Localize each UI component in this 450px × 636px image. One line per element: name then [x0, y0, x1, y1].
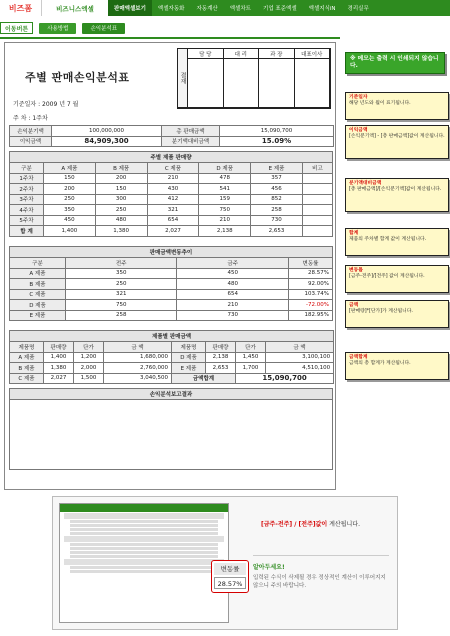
cell: 1,380	[44, 363, 74, 374]
cell: 2,653	[251, 226, 303, 237]
cell[interactable]: 250	[95, 205, 147, 216]
thumbnail-row	[70, 570, 218, 573]
thumbnail-row	[70, 551, 218, 554]
report-result-title: 손익분석보고결과	[10, 389, 333, 400]
product-sales-table	[9, 330, 334, 384]
table-row	[10, 279, 333, 290]
row-label: 5주차	[10, 215, 44, 226]
table-row	[10, 310, 333, 321]
table-row	[10, 268, 333, 279]
summary-value-total-sales: 15,090,700	[220, 126, 334, 137]
approval-box	[177, 48, 331, 109]
cell: 2,138	[199, 226, 251, 237]
weekly-sales-table	[9, 151, 333, 237]
cell[interactable]: 654	[147, 215, 199, 226]
thumbnail-row	[70, 566, 218, 569]
summary-label-breakeven: 손익분기액	[10, 126, 52, 137]
week-value[interactable]: 1주차	[32, 115, 48, 122]
note-change-rate	[345, 265, 449, 293]
bizform-logo[interactable]: 비즈폼	[0, 0, 42, 16]
divider	[0, 37, 340, 39]
cell: 210	[177, 300, 289, 311]
cell: 4,510,100	[266, 363, 334, 374]
row-label: E 제품	[10, 310, 66, 321]
thumbnail-bar	[64, 513, 224, 519]
col-header: A 제품	[44, 163, 96, 174]
approval-sign-ceo[interactable]	[295, 59, 331, 108]
grand-total-label: 금액합계	[172, 373, 236, 384]
cell[interactable]: 450	[44, 215, 96, 226]
col-header: 제품명	[172, 342, 206, 353]
row-label: A 제품	[10, 268, 66, 279]
row-label: D 제품	[10, 300, 66, 311]
table-row	[10, 300, 333, 311]
cell[interactable]: 200	[95, 173, 147, 184]
col-header: 구분	[10, 258, 66, 269]
thumbnail-row	[70, 524, 218, 527]
cell[interactable]: 852	[251, 194, 303, 205]
col-header: B 제품	[95, 163, 147, 174]
col-header: C 제품	[147, 163, 199, 174]
cell: 3,100,100	[266, 352, 334, 363]
note-title: 분기액대비금액	[349, 181, 382, 186]
note-body: 제품의 주차별 합계 값이 계산됩니다.	[349, 237, 427, 242]
thumbnail-row	[70, 520, 218, 523]
cell[interactable]: 250	[44, 194, 96, 205]
tip-box	[253, 555, 389, 599]
cell: 1,380	[95, 226, 147, 237]
table-row	[10, 205, 333, 216]
note-body: [총 판매금액]/[손익분기액]값이 계산됩니다.	[349, 187, 442, 192]
col-header: 비고	[302, 163, 332, 174]
cell[interactable]: 1,200	[74, 352, 104, 363]
cell: 480	[177, 279, 289, 290]
cell: 2,138	[206, 352, 236, 363]
summary-label-total-sales: 총 판매금액	[162, 126, 220, 137]
thumbnail-header	[60, 504, 228, 512]
grand-total-value: 15,090,700	[236, 373, 334, 384]
note-title: 기준일자	[349, 95, 368, 100]
row-label: 1주차	[10, 173, 44, 184]
table-row	[10, 215, 333, 226]
cell: 92.00%	[288, 279, 332, 290]
note-body: 금액의 총 합계가 계산됩니다.	[349, 361, 411, 366]
approval-col-deputy: 대 리	[224, 49, 260, 59]
cell: 28.57%	[288, 268, 332, 279]
cell[interactable]	[302, 215, 332, 226]
row-label: C 제품	[10, 373, 44, 384]
nav-item-accounting[interactable]: 경리실무	[347, 6, 369, 12]
cell[interactable]: 730	[251, 215, 303, 226]
cell: 1,400	[44, 352, 74, 363]
profit-analysis-button[interactable]: 손익분석표	[82, 23, 125, 34]
cell[interactable]: 1,450	[236, 352, 266, 363]
row-label: B 제품	[10, 363, 44, 374]
cell[interactable]: 750	[199, 205, 251, 216]
nav-item-sales-excel[interactable]: 판매엑셀보기	[108, 0, 152, 16]
cell: 258	[66, 310, 177, 321]
callout-header: 변동률	[214, 563, 246, 575]
summary-value-profit: 84,909,300	[52, 136, 162, 147]
week-row	[13, 113, 48, 122]
col-header: 변동률	[288, 258, 332, 269]
note-profit	[345, 125, 449, 159]
cell[interactable]: 300	[95, 194, 147, 205]
cell[interactable]: 350	[44, 205, 96, 216]
cell[interactable]: 210	[147, 173, 199, 184]
cell: 450	[177, 268, 289, 279]
table-row	[10, 194, 333, 205]
main-nav	[108, 0, 375, 16]
cell: 2,027	[44, 373, 74, 384]
cell[interactable]	[302, 173, 332, 184]
col-header: 전주	[66, 258, 177, 269]
total-row	[10, 226, 333, 237]
nav-item-auto-calc[interactable]: 자동계산	[196, 6, 218, 12]
note-grand-total	[345, 352, 449, 380]
tip-body: 입력된 수식이 삭제될 경우 정상적인 계산이 이루어지지 않으니 주의 바랍니다.	[253, 575, 386, 589]
cell[interactable]: 159	[199, 194, 251, 205]
col-header: 금 액	[266, 342, 334, 353]
table-row	[10, 363, 334, 374]
top-nav-bar	[0, 0, 450, 16]
col-header: D 제품	[199, 163, 251, 174]
cell[interactable]: 258	[251, 205, 303, 216]
table-row	[10, 173, 333, 184]
col-header: 판매량	[206, 342, 236, 353]
cell[interactable]	[302, 184, 332, 195]
zoom-callout	[211, 560, 249, 593]
usage-button[interactable]: 사용방법	[39, 23, 76, 34]
summary-value-breakeven[interactable]: 100,000,000	[52, 126, 162, 137]
cell[interactable]: 321	[147, 205, 199, 216]
product-sales-title: 제품별 판매금액	[10, 331, 334, 342]
summary-label-profit: 이익금액	[10, 136, 52, 147]
cell: 2,760,000	[104, 363, 172, 374]
approval-col-manager: 과 장	[259, 49, 295, 59]
date-value[interactable]: 2009 년 7 월	[42, 101, 79, 108]
cell[interactable]: 150	[44, 173, 96, 184]
row-label: 2주차	[10, 184, 44, 195]
cell[interactable]: 150	[95, 184, 147, 195]
cell[interactable]: 1,500	[74, 373, 104, 384]
sheet-thumbnail	[59, 503, 229, 623]
note-body: [판매량]*[단가]가 계산됩니다.	[349, 309, 413, 314]
cell[interactable]: 456	[251, 184, 303, 195]
note-body: [손익분기액] - [총 판매금액]값이 계산됩니다.	[349, 134, 445, 139]
report-result-body[interactable]	[10, 400, 333, 470]
row-label: C 제품	[10, 289, 66, 300]
nav-item-excel-knowledge[interactable]: 엑셀지식iN	[308, 6, 336, 12]
row-label: A 제품	[10, 352, 44, 363]
week-label: 주 차 :	[13, 115, 31, 122]
note-body: 해당 년도와 월이 표기됩니다.	[349, 101, 411, 106]
sales-change-title: 판매금액변동추이	[10, 247, 333, 258]
cell[interactable]: 480	[95, 215, 147, 226]
cell: 654	[177, 289, 289, 300]
cell[interactable]: 430	[147, 184, 199, 195]
cell: 730	[177, 310, 289, 321]
cell[interactable]: 2,000	[74, 363, 104, 374]
cell: 1,680,000	[104, 352, 172, 363]
thumbnail-row	[70, 555, 218, 558]
table-row	[10, 289, 333, 300]
note-total	[345, 228, 449, 256]
nav-item-excel-automation[interactable]: 엑셀자동화	[157, 6, 185, 12]
date-label: 기준일자 :	[13, 101, 41, 108]
move-buttons-label: 이동버튼	[0, 22, 33, 34]
cell: 3,040,500	[104, 373, 172, 384]
cell: 750	[66, 300, 177, 311]
col-header: 금 액	[104, 342, 172, 353]
row-label: 3주차	[10, 194, 44, 205]
sheet-frame	[4, 42, 336, 490]
cell	[302, 226, 332, 237]
print-note: ※ 메모는 출력 시 인쇄되지 않습니다.	[345, 52, 445, 74]
move-buttons-bar	[0, 20, 168, 36]
col-header: 단가	[74, 342, 104, 353]
note-ratio	[345, 178, 449, 212]
approval-side-label: 결재	[178, 49, 188, 108]
cell[interactable]	[302, 194, 332, 205]
cell: 1,400	[44, 226, 96, 237]
row-label: 4주차	[10, 205, 44, 216]
nav-item-excel-chart[interactable]: 엑셀차트	[229, 6, 251, 12]
approval-col-ceo: 대표이사	[295, 49, 331, 59]
cell: 350	[66, 268, 177, 279]
row-label: E 제품	[172, 363, 206, 374]
note-amount	[345, 300, 449, 328]
cell: 2,653	[206, 363, 236, 374]
cell[interactable]: 357	[251, 173, 303, 184]
thumbnail-row	[70, 528, 218, 531]
cell: -72.00%	[288, 300, 332, 311]
col-header: 금주	[177, 258, 289, 269]
usage-preview-panel	[52, 496, 398, 630]
row-label: 합 계	[10, 226, 44, 237]
tip-title: 알아두세요!	[253, 564, 285, 571]
thumbnail-row	[70, 547, 218, 550]
row-label: B 제품	[10, 279, 66, 290]
summary-table	[9, 125, 334, 147]
cell[interactable]: 412	[147, 194, 199, 205]
report-result-table	[9, 388, 333, 470]
weekly-sales-title: 주별 제품 판매량	[10, 152, 333, 163]
col-header: 제품명	[10, 342, 44, 353]
cell: 321	[66, 289, 177, 300]
table-row	[10, 373, 334, 384]
note-body: [금주-전주]/[전주] 값이 계산됩니다.	[349, 274, 425, 279]
callout-value: 28.57%	[214, 577, 246, 589]
cell[interactable]: 541	[199, 184, 251, 195]
date-row	[13, 99, 78, 108]
thumbnail-row	[70, 543, 218, 546]
col-header: 구분	[10, 163, 44, 174]
note-title: 금액합계	[349, 355, 368, 360]
cell: 250	[66, 279, 177, 290]
row-label: D 제품	[172, 352, 206, 363]
cell[interactable]: 210	[199, 215, 251, 226]
business-excel-logo[interactable]: 비즈니스엑셀	[42, 0, 108, 16]
note-title: 금액	[349, 303, 359, 308]
table-row	[10, 184, 333, 195]
thumbnail-row	[70, 532, 218, 535]
formula-caption	[261, 519, 360, 528]
summary-label-ratio: 분기액대비금액	[162, 136, 220, 147]
approval-sign-deputy[interactable]	[224, 59, 260, 108]
sales-change-table	[9, 246, 333, 321]
col-header: 판매량	[44, 342, 74, 353]
cell[interactable]: 200	[44, 184, 96, 195]
cell[interactable]: 1,700	[236, 363, 266, 374]
approval-sign-manager[interactable]	[259, 59, 295, 108]
summary-value-ratio: 15.09%	[220, 136, 334, 147]
approval-sign-staff[interactable]	[188, 59, 224, 108]
formula-tail: 계산됩니다.	[327, 521, 360, 528]
note-title: 변동률	[349, 268, 363, 273]
nav-item-standard-excel[interactable]: 기업 표준엑셀	[263, 6, 297, 12]
page-title: 주별 판매손익분석표	[25, 71, 130, 84]
table-row	[10, 352, 334, 363]
note-title: 이익금액	[349, 128, 368, 133]
thumbnail-bar	[64, 536, 224, 542]
col-header: E 제품	[251, 163, 303, 174]
note-title: 합계	[349, 231, 359, 236]
formula-text: [금주-전주] / [전주]값이	[261, 521, 328, 528]
approval-col-staff: 담 당	[188, 49, 224, 59]
cell: 103.74%	[288, 289, 332, 300]
cell[interactable]: 478	[199, 173, 251, 184]
thumbnail-bar	[64, 559, 224, 565]
col-header: 단가	[236, 342, 266, 353]
note-base-date	[345, 92, 449, 120]
cell[interactable]	[302, 205, 332, 216]
cell: 2,027	[147, 226, 199, 237]
cell: 182.95%	[288, 310, 332, 321]
